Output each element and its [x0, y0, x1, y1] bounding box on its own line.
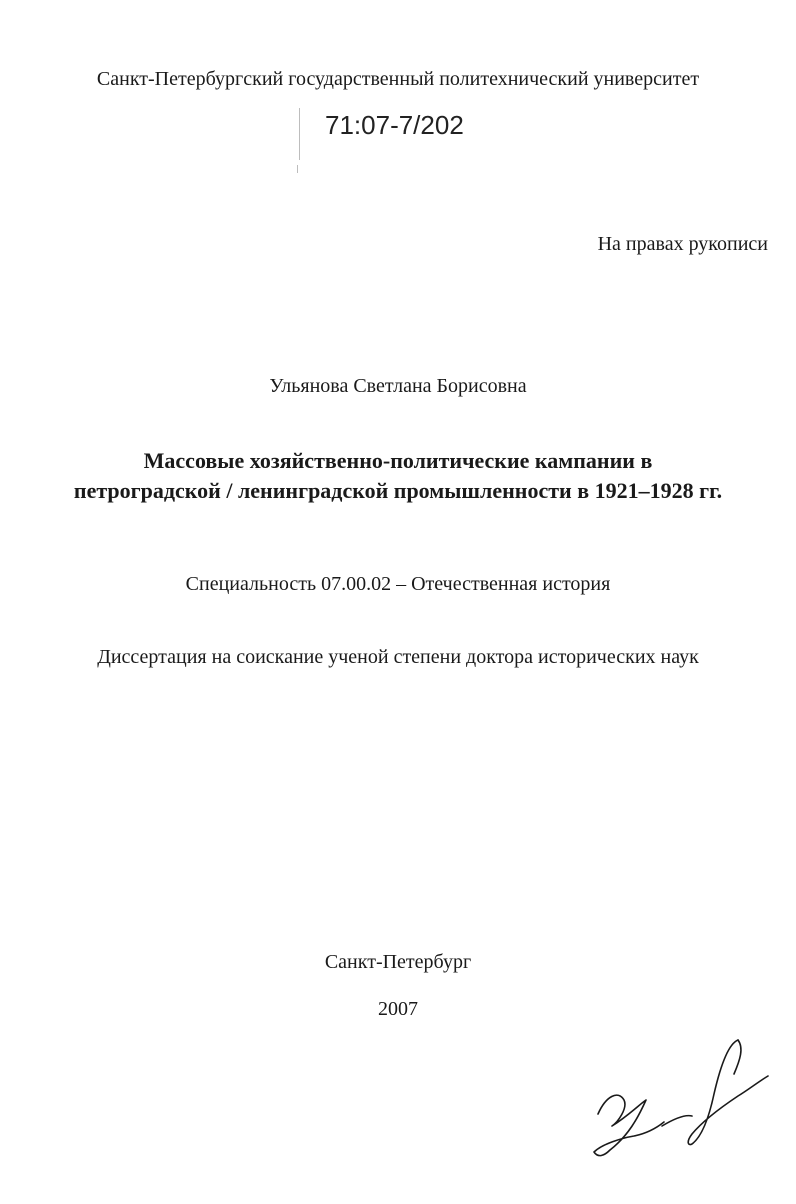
degree-statement: Диссертация на соискание ученой степени доктора исторических наук	[97, 646, 699, 668]
year: 2007	[378, 998, 418, 1020]
scan-mark	[299, 108, 300, 160]
city: Санкт-Петербург	[324, 951, 472, 973]
dissertation-title	[0, 446, 796, 506]
title-line: петроградской / ленинградской промышленности в 1921–1928 гг.	[73, 478, 723, 503]
specialty: Специальность 07.00.02 – Отечественная история	[185, 573, 611, 595]
university-name: Санкт-Петербургский государственный политехнический университет	[96, 68, 700, 90]
scan-mark	[297, 165, 298, 173]
title-line: Массовые хозяйственно-политические кампании в	[143, 448, 653, 473]
catalog-code: 71:07-7/202	[325, 110, 464, 140]
manuscript-rights-note: На правах рукописи	[597, 233, 768, 255]
handwritten-signature-icon	[588, 1034, 778, 1164]
author-name: Ульянова Светлана Борисовна	[269, 375, 527, 397]
